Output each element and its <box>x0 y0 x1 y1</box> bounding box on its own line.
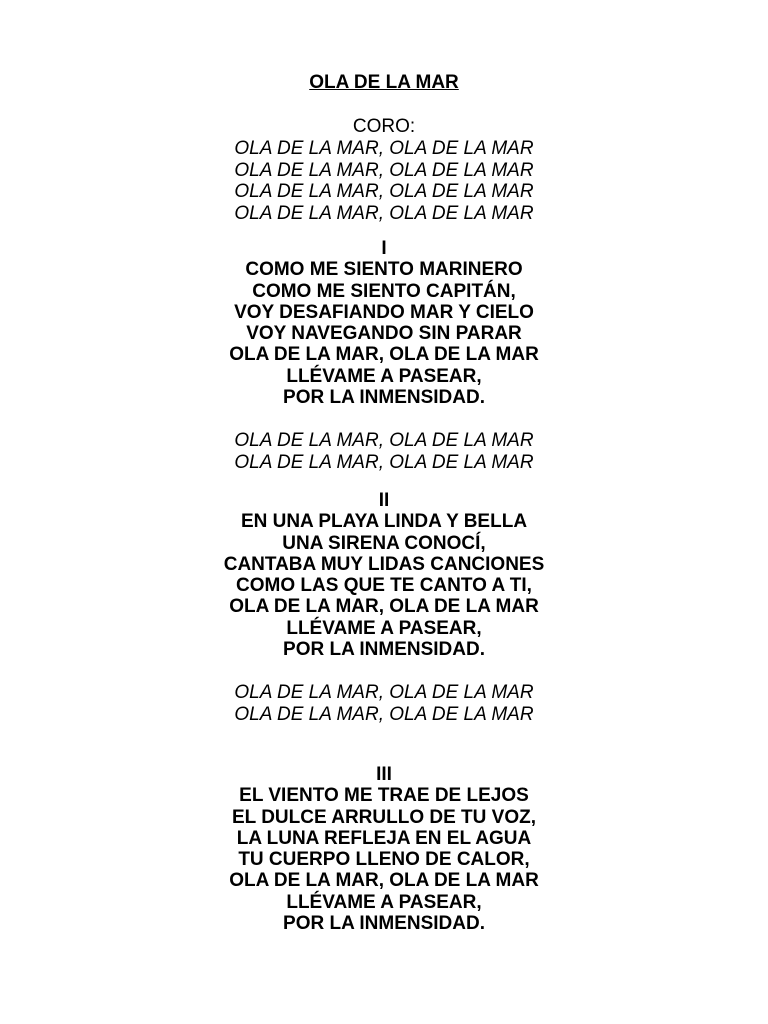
chorus-repeat-1 <box>0 430 768 473</box>
chorus-line: OLA DE LA MAR, OLA DE LA MAR <box>234 430 534 451</box>
verse-line: OLA DE LA MAR, OLA DE LA MAR <box>229 344 539 366</box>
verse-line: COMO LAS QUE TE CANTO A TI, <box>236 575 532 597</box>
chorus-repeat-2 <box>0 682 768 725</box>
song-title: OLA DE LA MAR <box>309 72 459 93</box>
chorus-label: CORO: <box>352 116 416 137</box>
verse-numeral: III <box>376 764 392 785</box>
verse-line: LA LUNA REFLEJA EN EL AGUA <box>236 827 532 849</box>
verse-numeral: II <box>378 490 390 511</box>
verse-2 <box>0 490 768 660</box>
verse-line: LLÉVAME A PASEAR, <box>286 365 482 387</box>
chorus-line: OLA DE LA MAR, OLA DE LA MAR <box>234 202 534 224</box>
chorus-line: OLA DE LA MAR, OLA DE LA MAR <box>234 181 534 202</box>
chorus-line: OLA DE LA MAR, OLA DE LA MAR <box>234 138 534 159</box>
verse-line: POR LA INMENSIDAD. <box>283 913 485 935</box>
verse-line: EL DULCE ARRULLO DE TU VOZ, <box>232 806 536 828</box>
verse-line: OLA DE LA MAR, OLA DE LA MAR <box>229 870 539 892</box>
verse-line: POR LA INMENSIDAD. <box>283 639 485 661</box>
verse-line: UNA SIRENA CONOCÍ, <box>282 532 486 554</box>
verse-line: LLÉVAME A PASEAR, <box>286 891 482 913</box>
verse-3 <box>0 764 768 934</box>
verse-line: VOY DESAFIANDO MAR Y CIELO <box>234 301 534 323</box>
verse-line: EN UNA PLAYA LINDA Y BELLA <box>240 511 528 533</box>
chorus-line: OLA DE LA MAR, OLA DE LA MAR <box>234 159 534 181</box>
verse-line: CANTABA MUY LIDAS CANCIONES <box>223 553 545 575</box>
verse-line: COMO ME SIENTO CAPITÁN, <box>252 280 516 302</box>
verse-line: VOY NAVEGANDO SIN PARAR <box>246 323 522 345</box>
verse-numeral: I <box>381 238 387 259</box>
verse-line: POR LA INMENSIDAD. <box>283 387 485 409</box>
chorus-line: OLA DE LA MAR, OLA DE LA MAR <box>234 703 534 725</box>
verse-line: OLA DE LA MAR, OLA DE LA MAR <box>229 596 539 618</box>
verse-line: TU CUERPO LLENO DE CALOR, <box>238 849 530 871</box>
verse-line: LLÉVAME A PASEAR, <box>286 617 482 639</box>
chorus-line: OLA DE LA MAR, OLA DE LA MAR <box>234 682 534 703</box>
chorus-section <box>0 116 768 224</box>
verse-1 <box>0 238 768 408</box>
verse-line: COMO ME SIENTO MARINERO <box>245 259 523 281</box>
verse-line: EL VIENTO ME TRAE DE LEJOS <box>239 785 529 807</box>
chorus-line: OLA DE LA MAR, OLA DE LA MAR <box>234 451 534 473</box>
